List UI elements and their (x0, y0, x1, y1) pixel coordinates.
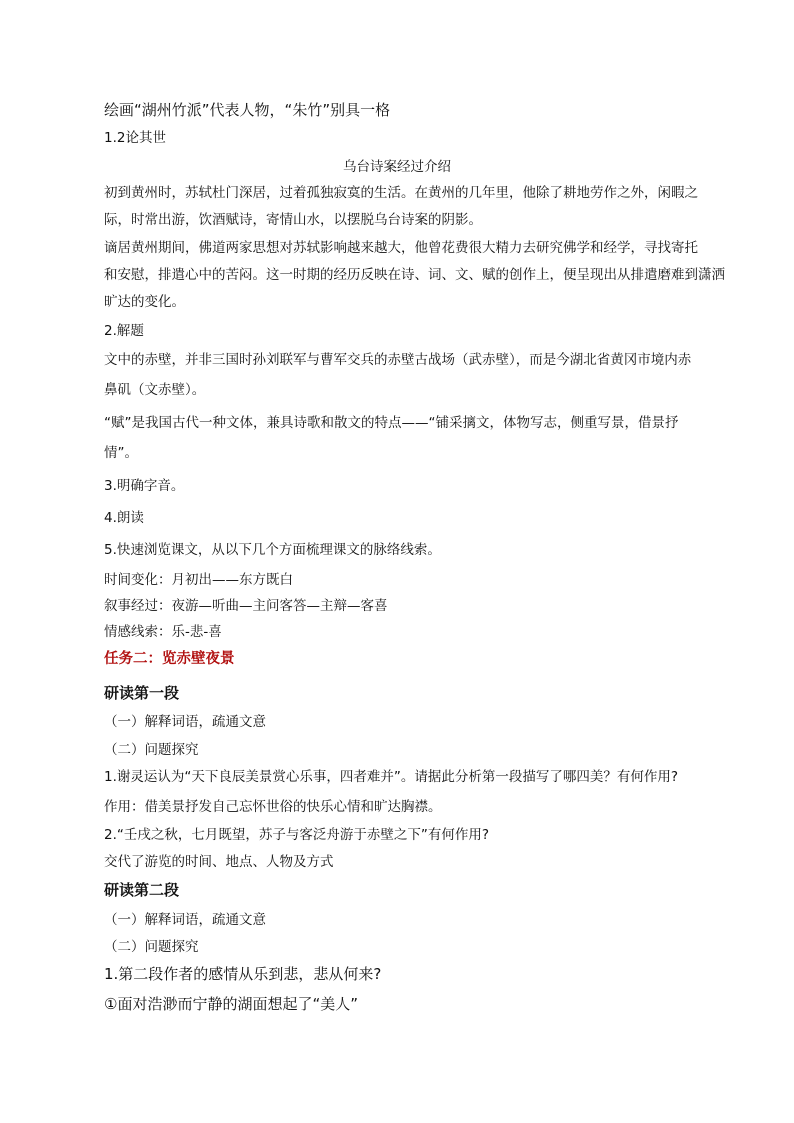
paragraph-line: 初到黄州时，苏轼杜门深居，过着孤独寂寞的生活。在黄州的几年里，他除了耕地劳作之外，闲暇之 (104, 185, 698, 201)
subheading: 2.解题 (104, 323, 144, 339)
study-heading: 研读第一段 (104, 684, 180, 702)
section-title: 乌台诗案经过介绍 (343, 159, 451, 175)
paragraph-line: 旷达的变化。 (104, 294, 185, 310)
paragraph-line: 鼻矶（文赤壁）。 (104, 382, 206, 398)
list-item: 叙事经过：夜游—听曲—主问客答—主辩—客喜 (104, 598, 388, 614)
paragraph-line: 际，时常出游，饮酒赋诗，寄情山水，以摆脱乌台诗案的阴影。 (104, 212, 482, 228)
list-item: 5.快速浏览课文，从以下几个方面梳理课文的脉络线索。 (104, 542, 441, 558)
question: 2.“壬戌之秋，七月既望，苏子与客泛舟游于赤壁之下”有何作用? (104, 827, 490, 843)
list-item: （二）问题探究 (104, 742, 199, 758)
paragraph-line: 情”。 (104, 445, 138, 461)
list-item: 3.明确字音。 (104, 478, 185, 494)
task-heading: 任务二：览赤壁夜景 (104, 651, 235, 667)
paragraph-line: 谪居黄州期间，佛道两家思想对苏轼影响越来越大，他曾花费很大精力去研究佛学和经学，寻找寄托 (104, 240, 698, 256)
answer: 交代了游览的时间、地点、人物及方式 (104, 854, 334, 870)
list-item: （二）问题探究 (104, 939, 199, 955)
list-item: （一）解释词语，疏通文意 (104, 714, 266, 730)
answer: 作用：借美景抒发自己忘怀世俗的快乐心情和旷达胸襟。 (104, 799, 442, 815)
study-heading: 研读第二段 (104, 881, 180, 899)
question: 1.谢灵运认为“天下良辰美景赏心乐事，四者难并”。请据此分析第一段描写了哪四美？有何作用? (104, 769, 679, 785)
list-item: 时间变化：月初出——东方既白 (104, 572, 293, 588)
list-item: 情感线索：乐-悲-喜 (104, 624, 222, 640)
answer: ①面对浩渺而宁静的湖面想起了“美人” (104, 995, 358, 1013)
list-item: 4.朗读 (104, 510, 144, 526)
header-line: 绘画“湖州竹派”代表人物，“朱竹”别具一格 (104, 101, 391, 119)
paragraph-line: “赋”是我国古代一种文体，兼具诗歌和散文的特点——“铺采摛文，体物写志，侧重写景，借景抒 (104, 415, 679, 431)
paragraph-line: 文中的赤壁，并非三国时孙刘联军与曹军交兵的赤壁古战场（武赤壁），而是今湖北省黄冈市境内赤 (104, 352, 692, 368)
list-item: （一）解释词语，疏通文意 (104, 912, 266, 928)
paragraph-line: 和安慰，排遣心中的苦闷。这一时期的经历反映在诗、词、文、赋的创作上，便呈现出从排遣磨难到潇洒 (104, 267, 725, 283)
question: 1.第二段作者的感情从乐到悲，悲从何来? (104, 965, 382, 983)
section-heading: 1.2论其世 (104, 130, 166, 146)
